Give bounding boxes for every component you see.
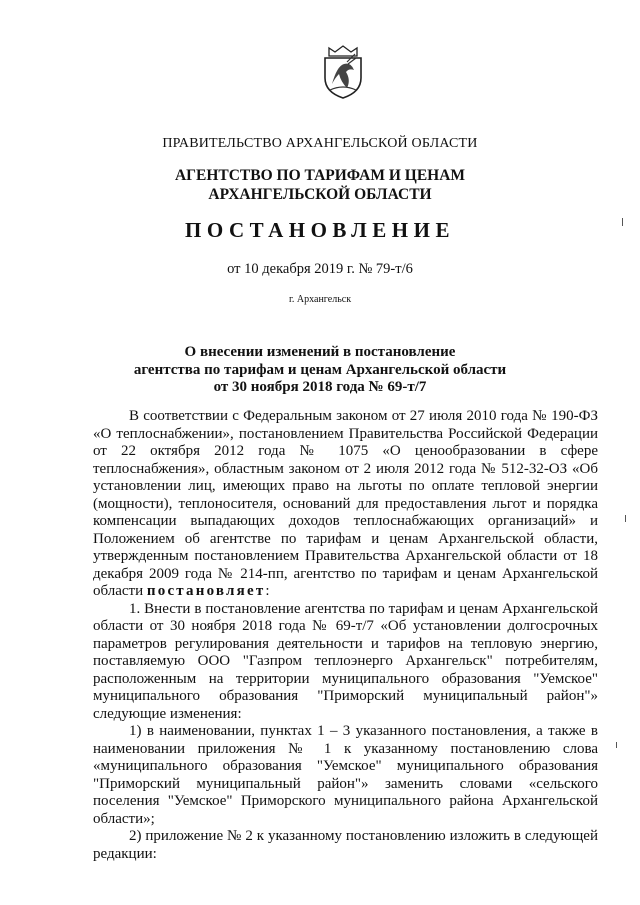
subject-line3: от 30 ноября 2018 года № 69-т/7 bbox=[213, 379, 427, 395]
agency-heading-line2: АРХАНГЕЛЬСКОЙ ОБЛАСТИ bbox=[208, 186, 432, 203]
subject-line2: агентства по тарифам и ценам Архангельской области bbox=[133, 361, 507, 378]
scan-mark bbox=[625, 515, 626, 522]
agency-heading bbox=[0, 166, 640, 204]
decree-keyword: постановляет bbox=[146, 583, 266, 599]
agency-heading-line1: АГЕНТСТВО ПО ТАРИФАМ И ЦЕНАМ bbox=[174, 167, 466, 184]
body-paragraph-subitem-1: 1) в наименовании, пунктах 1 – 3 указанного постановления, а также в наименовании приложения № 1 к указанному постановлению слова «муниципального образования "Уемское" муниципального образования "Приморский муниципальный район"» заменить словами «сельского поселения "Уемское" Приморского муниципального района Архангельской области»; bbox=[93, 723, 598, 827]
document-subject bbox=[0, 344, 640, 397]
body-paragraph-subitem-2: 2) приложение № 2 к указанному постановлению изложить в следующей редакции: bbox=[93, 828, 598, 862]
preamble-text: В соответствии с Федеральным законом от 27 июля 2010 года № 190-ФЗ «О теплоснабжении», постановлением Правительства Российской Федерации от 22 октября 2012 года № 1075 «О ценообразовании в сфере теплоснабжения», областным законом от 2 июля 2012 года № 512-32-ОЗ «Об установлении лиц, имеющих право на льготы по оплате тепловой энергии (мощности), теплоносителя, оснований для предоставления льгот и порядка компенсации выпадающих доходов теплоснабжающих организаций» и Положением об агентстве по тарифам и ценам Архангельской области, утвержденным постановлением Правительства Архангельской области от 18 декабря 2009 года № 214-пп, агентство по тарифам и ценам Архангельской области bbox=[93, 408, 598, 599]
coat-of-arms-emblem bbox=[321, 44, 365, 100]
document-type-title: ПОСТАНОВЛЕНИЕ bbox=[185, 218, 455, 242]
document-date-number: от 10 декабря 2019 г. № 79-т/6 bbox=[227, 261, 413, 277]
subject-line1: О внесении изменений в постановление bbox=[184, 344, 456, 360]
body-paragraph-preamble: В соответствии с Федеральным законом от 27 июля 2010 года № 190-ФЗ «О теплоснабжении», постановлением Правительства Российской Федерации от 22 октября 2012 года № 1075 «О ценообразовании в сфере теплоснабжения», областным законом от 2 июля 2012 года № 512-32-ОЗ «Об установлении лиц, имеющих право на льготы по оплате тепловой энергии (мощности), теплоносителя, оснований для предоставления льгот и порядка компенсации выпадающих доходов теплоснабжающих организаций» и Положением об агентстве по тарифам и ценам Архангельской области, утвержденным постановлением Правительства Архангельской области от 18 декабря 2009 года № 214-пп, агентство по тарифам и ценам Архангельской области постановляет: bbox=[93, 408, 598, 599]
government-heading: ПРАВИТЕЛЬСТВО АРХАНГЕЛЬСКОЙ ОБЛАСТИ bbox=[162, 136, 478, 151]
scan-mark bbox=[622, 218, 623, 226]
body-paragraph-item-1: 1. Внести в постановление агентства по тарифам и ценам Архангельской области от 30 ноября 2018 года № 69-т/7 «Об установлении долгосрочных параметров регулирования деятельности и тарифов на тепловую энергию, поставляемую ООО "Газпром теплоэнерго Архангельск" потребителям, расположенным на территории муниципального образования "Уемское" муниципального образования "Приморский муниципальный район"» следующие изменения: bbox=[93, 600, 598, 722]
document-body bbox=[93, 408, 598, 863]
scan-mark bbox=[616, 742, 617, 748]
document-city: г. Архангельск bbox=[288, 294, 352, 305]
